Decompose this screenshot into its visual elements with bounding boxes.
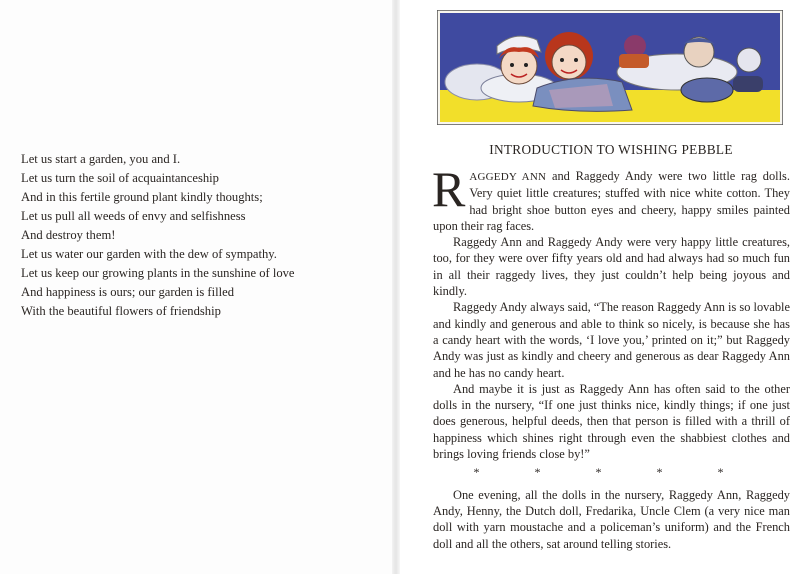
- chapter-title: INTRODUCTION TO WISHING PEBBLE: [489, 142, 733, 157]
- poem: [21, 150, 295, 321]
- story-text: [432, 161, 790, 552]
- poem-line: Let us water our garden with the dew of sympathy.: [21, 247, 277, 261]
- poem-line: And in this fertile ground plant kindly thoughts;: [21, 190, 263, 204]
- poem-line: And happiness is ours; our garden is filled: [21, 285, 235, 299]
- paragraph: Raggedy Ann and Raggedy Andy were very happy little creatures, too, for they were over fifty years old and had always had so much fun in all their raggedy lives, they just couldn’t help being joyous and kindly.: [433, 235, 790, 299]
- book-gutter: [392, 0, 400, 574]
- paragraph: And maybe it is just as Raggedy Ann has often said to the other dolls in the nursery, “If one just thinks nice, kindly things; if one just does generous, helpful deeds, then that person is filled with a thrill of happiness which shines right through even the shabbiest clothes and brings loving friends close by!”: [433, 381, 790, 462]
- poem-line: Let us start a garden, you and I.: [21, 152, 181, 166]
- raggedy-dolls-illustration: [437, 10, 783, 125]
- paragraph-text: and Raggedy Andy were two little rag dolls. Very quiet little creatures; stuffed with nice white cotton. They had bright shoe button eyes and cheery, happy smiles painted upon their rag faces.: [433, 169, 790, 233]
- paragraph: [432, 161, 790, 234]
- poem-line: Let us turn the soil of acquaintanceship: [21, 171, 219, 185]
- opening-small-caps: AGGEDY ANN: [469, 171, 547, 183]
- poem-line: With the beautiful flowers of friendship: [21, 304, 221, 318]
- drop-cap: R: [432, 161, 466, 217]
- poem-line: Let us keep our growing plants in the sunshine of love: [21, 266, 295, 280]
- poem-line: And destroy them!: [21, 228, 116, 242]
- paragraph: Raggedy Andy always said, “The reason Raggedy Ann is so lovable and kindly and generous and able to think so nicely, is because she has a candy heart with the words, ‘I love you,’ printed on it;” but Raggedy Andy was just as kindly and cheery and generous as dear Raggedy Ann and he has no candy heart.: [433, 300, 790, 380]
- paragraph: One evening, all the dolls in the nursery, Raggedy Ann, Raggedy Andy, Henny, the Dutch doll, Fredarika, Uncle Clem (a very nice man doll with yarn moustache and a policeman’s uniform) and the French doll and all the others, sat around telling stories.: [433, 487, 790, 551]
- poem-line: Let us pull all weeds of envy and selfishness: [21, 209, 246, 223]
- section-separator: * * * * *: [473, 465, 750, 480]
